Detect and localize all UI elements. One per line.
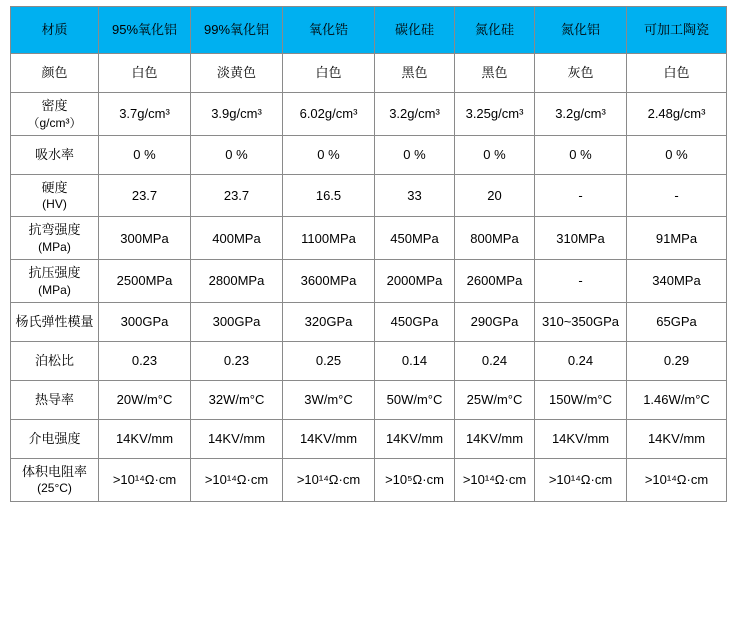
cell-value: 0 %: [627, 135, 727, 174]
cell-value: 3.9g/cm³: [191, 93, 283, 136]
cell-value: 14KV/mm: [535, 419, 627, 458]
cell-value: 3600MPa: [283, 260, 375, 303]
row-label-density: [11, 93, 99, 136]
table-row: [11, 93, 727, 136]
cell-value: 20: [455, 174, 535, 217]
cell-value: 0 %: [375, 135, 455, 174]
header-cell-silicon-nitride: 氮化硅: [455, 7, 535, 54]
cell-value: 6.02g/cm³: [283, 93, 375, 136]
header-cell-alumina99: 99%氧化铝: [191, 7, 283, 54]
cell-value: 300MPa: [99, 217, 191, 260]
header-cell-alumina95: 95%氧化铝: [99, 7, 191, 54]
cell-value: 14KV/mm: [375, 419, 455, 458]
cell-value: >10¹⁴Ω·cm: [191, 458, 283, 501]
cell-value: 33: [375, 174, 455, 217]
cell-value: 290GPa: [455, 302, 535, 341]
row-label-text: 吸水率: [34, 146, 74, 162]
cell-value: 14KV/mm: [627, 419, 727, 458]
cell-value: 300GPa: [99, 302, 191, 341]
cell-value: 0.24: [535, 341, 627, 380]
cell-value: 450MPa: [375, 217, 455, 260]
cell-value: 1.46W/m°C: [627, 380, 727, 419]
cell-value: 91MPa: [627, 217, 727, 260]
header-cell-silicon-carbide: 碳化硅: [375, 7, 455, 54]
cell-value: >10¹⁴Ω·cm: [627, 458, 727, 501]
cell-value: 23.7: [191, 174, 283, 217]
cell-value: 白色: [99, 54, 191, 93]
cell-value: 150W/m°C: [535, 380, 627, 419]
cell-value: >10¹⁴Ω·cm: [99, 458, 191, 501]
cell-value: 淡黄色: [191, 54, 283, 93]
cell-value: 白色: [283, 54, 375, 93]
cell-value: 14KV/mm: [283, 419, 375, 458]
table-row: [11, 135, 727, 174]
table-row: [11, 260, 727, 303]
cell-value: 0 %: [99, 135, 191, 174]
cell-value: 340MPa: [627, 260, 727, 303]
cell-value: 0 %: [535, 135, 627, 174]
cell-value: 0 %: [191, 135, 283, 174]
header-row: [11, 7, 727, 54]
cell-value: 黑色: [375, 54, 455, 93]
cell-value: 300GPa: [191, 302, 283, 341]
row-label-text: 热导率: [34, 392, 74, 408]
row-label-unit: (25°C): [37, 481, 72, 496]
row-label-poissons-ratio: [11, 341, 99, 380]
row-label-text: 体积电阻率: [21, 463, 87, 479]
row-label-thermal-conductivity: [11, 380, 99, 419]
cell-value: >10¹⁴Ω·cm: [455, 458, 535, 501]
cell-value: 23.7: [99, 174, 191, 217]
row-label-unit: （g/cm³）: [27, 115, 82, 130]
header-cell-aluminum-nitride: 氮化铝: [535, 7, 627, 54]
table-row: [11, 302, 727, 341]
cell-value: 3.7g/cm³: [99, 93, 191, 136]
cell-value: -: [535, 260, 627, 303]
cell-value: 0.24: [455, 341, 535, 380]
cell-value: 2800MPa: [191, 260, 283, 303]
cell-value: 14KV/mm: [191, 419, 283, 458]
table-row: [11, 419, 727, 458]
row-label-water-absorption: [11, 135, 99, 174]
cell-value: -: [627, 174, 727, 217]
cell-value: 黑色: [455, 54, 535, 93]
row-label-youngs-modulus: [11, 302, 99, 341]
row-label-unit: (MPa): [38, 282, 71, 297]
cell-value: -: [535, 174, 627, 217]
table-row: [11, 380, 727, 419]
cell-value: 0 %: [455, 135, 535, 174]
material-properties-table: [10, 6, 727, 502]
row-label-color: [11, 54, 99, 93]
table-row: [11, 54, 727, 93]
row-label-text: 泊松比: [34, 353, 74, 369]
cell-value: >10¹⁴Ω·cm: [283, 458, 375, 501]
header-cell-material: 材质: [11, 7, 99, 54]
cell-value: >10¹⁴Ω·cm: [535, 458, 627, 501]
row-label-compressive-strength: [11, 260, 99, 303]
row-label-text: 硬度: [41, 179, 68, 195]
cell-value: 400MPa: [191, 217, 283, 260]
cell-value: 310MPa: [535, 217, 627, 260]
cell-value: 14KV/mm: [99, 419, 191, 458]
table-row: [11, 341, 727, 380]
cell-value: 2500MPa: [99, 260, 191, 303]
cell-value: >10⁵Ω·cm: [375, 458, 455, 501]
cell-value: 800MPa: [455, 217, 535, 260]
row-label-text: 颜色: [41, 65, 68, 81]
cell-value: 32W/m°C: [191, 380, 283, 419]
cell-value: 0 %: [283, 135, 375, 174]
row-label-unit: (HV): [42, 197, 67, 212]
cell-value: 450GPa: [375, 302, 455, 341]
cell-value: 2.48g/cm³: [627, 93, 727, 136]
row-label-hardness: [11, 174, 99, 217]
cell-value: 20W/m°C: [99, 380, 191, 419]
table-row: [11, 174, 727, 217]
cell-value: 2000MPa: [375, 260, 455, 303]
row-label-text: 抗压强度: [28, 265, 81, 281]
table-header: [11, 7, 727, 54]
table-row: [11, 458, 727, 501]
row-label-text: 密度: [41, 98, 68, 113]
cell-value: 3.25g/cm³: [455, 93, 535, 136]
row-label-volume-resistivity: [11, 458, 99, 501]
cell-value: 2600MPa: [455, 260, 535, 303]
cell-value: 0.23: [99, 341, 191, 380]
cell-value: 3.2g/cm³: [375, 93, 455, 136]
cell-value: 16.5: [283, 174, 375, 217]
cell-value: 14KV/mm: [455, 419, 535, 458]
row-label-text: 抗弯强度: [28, 222, 81, 238]
table-body: [11, 54, 727, 502]
table-row: [11, 217, 727, 260]
cell-value: 0.14: [375, 341, 455, 380]
cell-value: 0.25: [283, 341, 375, 380]
material-properties-sheet: [0, 6, 736, 634]
cell-value: 白色: [627, 54, 727, 93]
row-label-text: 杨氏弹性模量: [15, 314, 94, 330]
cell-value: 1100MPa: [283, 217, 375, 260]
cell-value: 0.23: [191, 341, 283, 380]
cell-value: 50W/m°C: [375, 380, 455, 419]
header-cell-machinable-ceramic: 可加工陶瓷: [627, 7, 727, 54]
row-label-text: 介电强度: [28, 431, 81, 447]
cell-value: 3W/m°C: [283, 380, 375, 419]
cell-value: 3.2g/cm³: [535, 93, 627, 136]
row-label-dielectric-strength: [11, 419, 99, 458]
cell-value: 25W/m°C: [455, 380, 535, 419]
cell-value: 65GPa: [627, 302, 727, 341]
row-label-unit: (MPa): [38, 240, 71, 255]
header-cell-zirconia: 氧化锆: [283, 7, 375, 54]
cell-value: 灰色: [535, 54, 627, 93]
cell-value: 0.29: [627, 341, 727, 380]
cell-value: 310~350GPa: [535, 302, 627, 341]
row-label-flexural-strength: [11, 217, 99, 260]
cell-value: 320GPa: [283, 302, 375, 341]
